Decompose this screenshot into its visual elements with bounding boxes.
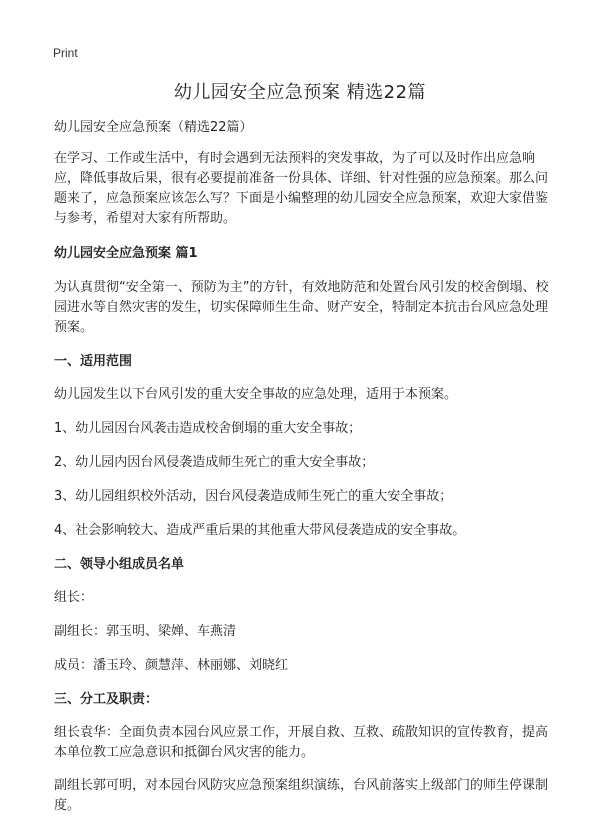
document-subtitle: 幼儿园安全应急预案（精选22篇） [54,120,253,135]
print-link[interactable]: Print [53,46,78,60]
section-heading-duties: 三、分工及职责： [54,692,159,707]
document-body [54,118,554,829]
scope-paragraph: 幼儿园发生以下台风引发的重大安全事故的应急处理，适用于本预案。 [54,387,458,402]
section-heading-team: 二、领导小组成员名单 [54,557,185,572]
team-leader-line: 组长： [54,590,94,605]
article-heading: 幼儿园安全应急预案 篇1 [54,246,198,261]
duties-paragraph: 副组长郭可明，对本园台风防灾应急预案组织演练，台风前落实上级部门的师生停课制度。 [54,778,549,813]
scope-list-item: 3、幼儿园组织校外活动，因台风侵袭造成师生死亡的重大安全事故； [54,489,453,504]
team-members-line: 成员：潘玉玲、颜慧萍、林丽娜、刘晓红 [54,658,289,673]
team-deputy-line: 副组长：郭玉明、梁婵、车燕清 [54,624,237,639]
article-intro-paragraph: 为认真贯彻“安全第一、预防为主”的方针，有效地防范和处置台风引发的校舍倒塌、校园进水等自然灾害的发生，切实保障师生生命、财产安全，特制定本抗击台风应急处理预案。 [54,280,549,335]
page-title: 幼儿园安全应急预案 精选22篇 [173,82,427,103]
scope-list-item: 1、幼儿园因台风袭击造成校舍倒塌的重大安全事故； [54,421,362,436]
duties-paragraph: 组长袁华：全面负责本园台风应景工作，开展自救、互救、疏散知识的宣传教育，提高本单位教工应急意识和抵御台风灾害的能力。 [54,725,549,760]
intro-paragraph: 在学习、工作或生活中，有时会遇到无法预料的突发事故，为了可以及时作出应急响应，降低事故后果，很有必要提前准备一份具体、详细、针对性强的应急预案。那么问题来了，应急预案应该怎么写？下面是小编整理的幼儿园安全应急预案，欢迎大家借鉴与参考，希望对大家有所帮助。 [54,151,549,226]
scope-list-item: 2、幼儿园内因台风侵袭造成师生死亡的重大安全事故； [54,455,375,470]
section-heading-scope: 一、适用范围 [54,354,133,369]
scope-list-item: 4、社会影响较大、造成严重后果的其他重大带风侵袭造成的安全事故。 [54,523,466,538]
